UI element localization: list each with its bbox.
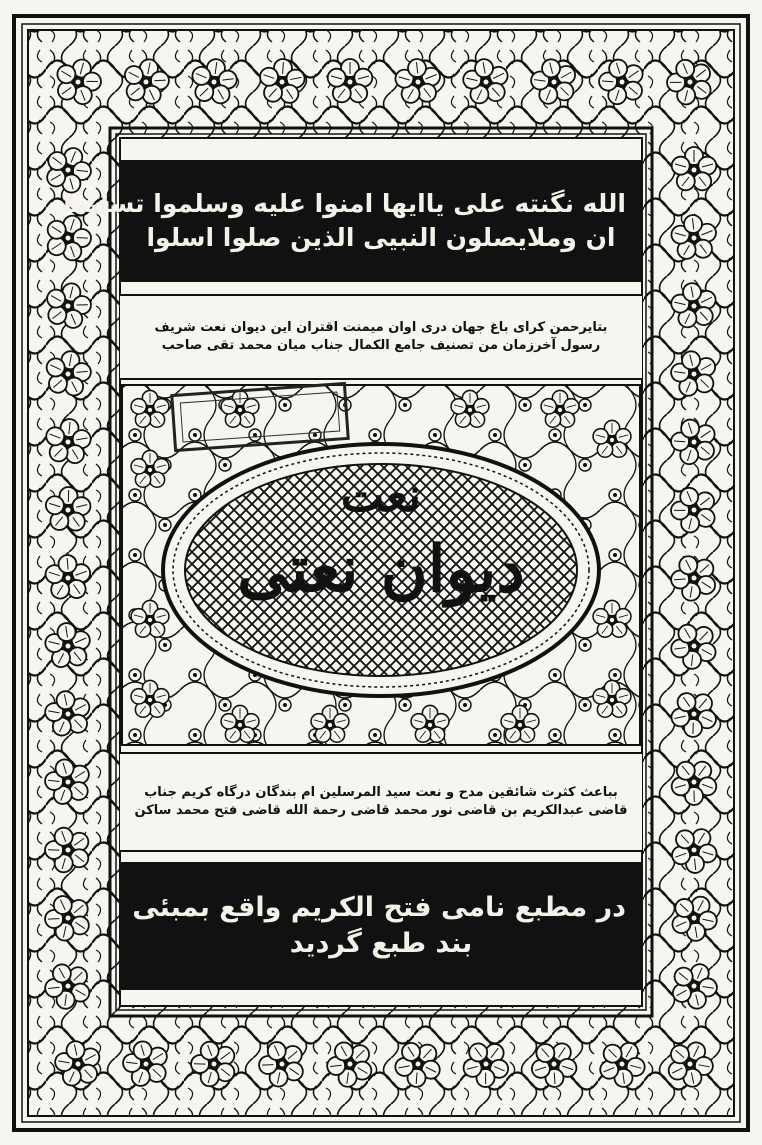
intro-band [120,294,642,380]
book-title: دیوان نعتی [237,532,525,607]
printer-band [120,862,642,990]
intro-line-2: رسول آخرزمان من تصنیف جامع الکمال جناب میان محمد تقی صاحب [161,338,601,353]
credits-line-1: بباعث کثرت شائقین مدح و نعت سید المرسلین ام بندگان درگاه کریم جناب [144,785,618,801]
verse-band [63,160,642,282]
intro-line-1: بتایرحمن کرای باغ جهان دری اوان میمنت اقتران این دیوان نعت شریف [154,320,608,336]
credits-band [120,752,642,852]
printer-line-1: در مطبع نامی فتح الکریم واقع بمبئی [132,891,626,923]
printer-line-2: بند طبع گردید [289,928,473,959]
verse-line-2: ان وملایصلون النبیی الذین صلوا اسلوا [146,223,616,252]
library-stamp [170,382,350,452]
book-title-top: نعت [340,468,422,522]
verse-line-1: الله نگنته علی یاایها امنوا علیه وسلموا تسلیما [63,189,626,219]
credits-line-2: قاضی عبدالکریم بن قاضی نور محمد قاضی رحمة الله قاضی فتح محمد ساکن [134,803,628,818]
